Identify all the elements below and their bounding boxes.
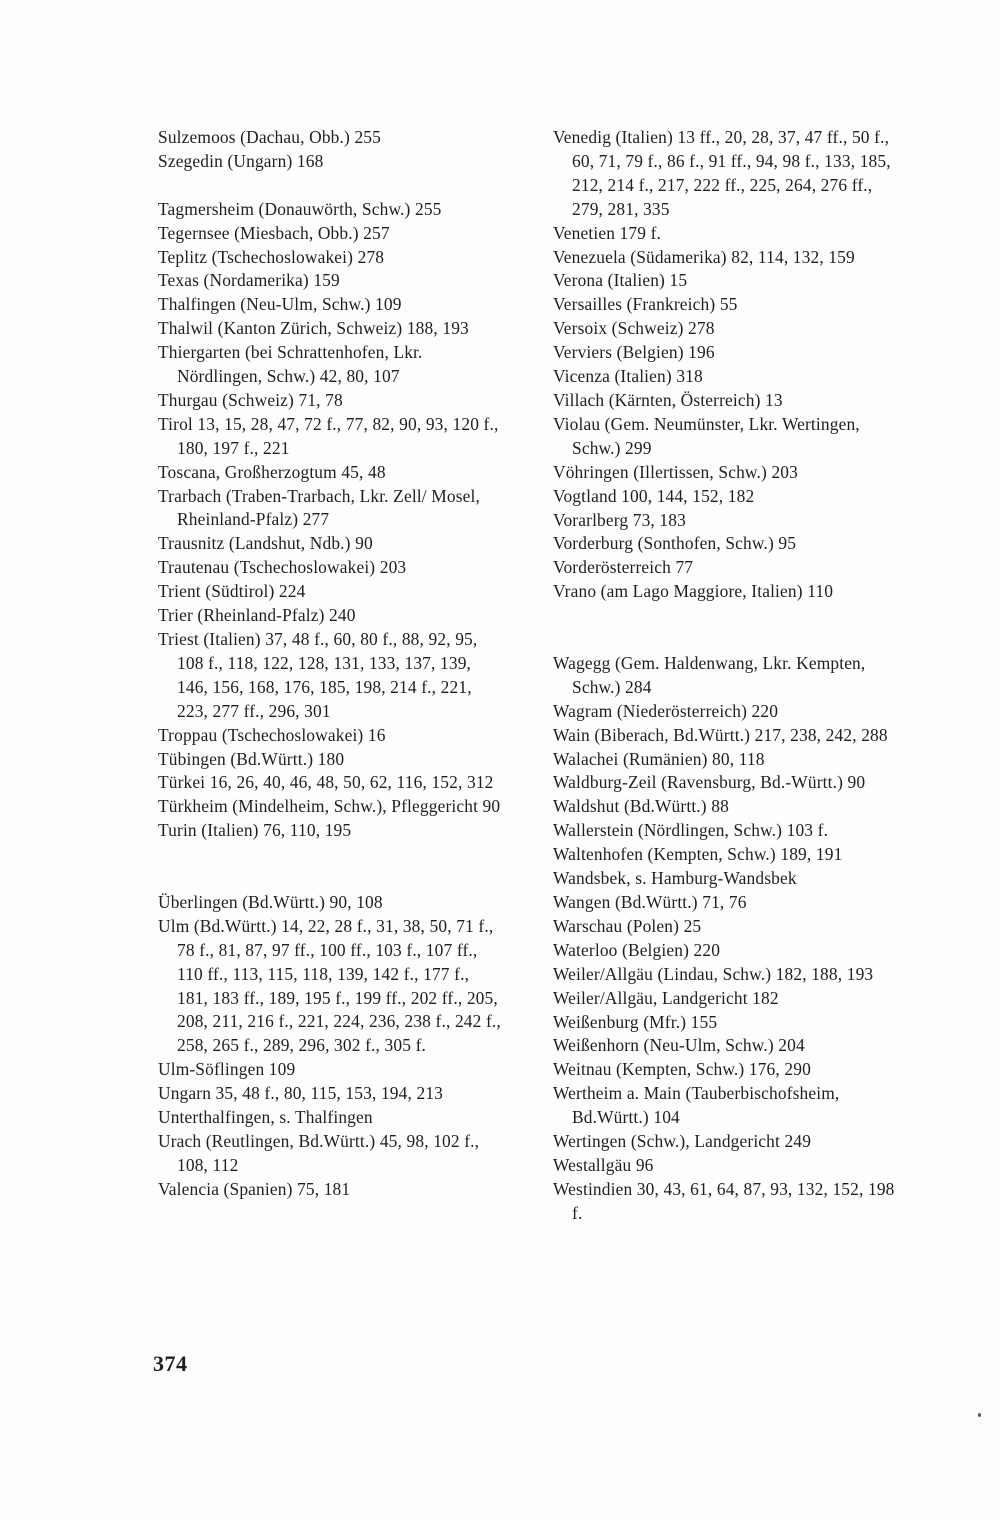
index-entry: Westindien 30, 43, 61, 64, 87, 93, 132, 152, 198 f. <box>553 1178 895 1223</box>
index-entry: Valencia (Spanien) 75, 181 <box>158 1178 351 1199</box>
index-entry: Thalwil (Kanton Zürich, Schweiz) 188, 193 <box>158 318 469 339</box>
index-entry: Tagmersheim (Donauwörth, Schw.) 255 <box>158 198 442 219</box>
index-entry: Trier (Rheinland-Pfalz) 240 <box>158 605 356 626</box>
index-entry: Thiergarten (bei Schrattenhofen, Lkr. Nördlingen, Schw.) 42, 80, 107 <box>158 342 423 387</box>
index-entry: Wangen (Bd.Württ.) 71, 76 <box>553 891 747 912</box>
index-entry: Waldshut (Bd.Württ.) 88 <box>553 796 729 817</box>
index-entry: Venetien 179 f. <box>553 222 662 243</box>
index-entry: Tegernsee (Miesbach, Obb.) 257 <box>158 222 390 243</box>
index-entry: Troppau (Tschechoslowakei) 16 <box>158 724 386 745</box>
index-entry: Wertingen (Schw.), Landgericht 249 <box>553 1131 812 1152</box>
scan-speck <box>978 1413 981 1417</box>
index-entry: Thalfingen (Neu-Ulm, Schw.) 109 <box>158 294 402 315</box>
index-entry: Wandsbek, s. Hamburg-Wandsbek <box>553 868 797 889</box>
index-entry: Venezuela (Südamerika) 82, 114, 132, 159 <box>553 246 855 267</box>
index-entry: Venedig (Italien) 13 ff., 20, 28, 37, 47 ff., 50 f., 60, 71, 79 f., 86 f., 91 ff., 94, 98 f., 133, 185, 212, 214 f., 217, 222 ff., 225, 264, 276 ff., 279, 281, 335 <box>553 127 891 219</box>
letter-group-gap <box>158 174 503 198</box>
index-entry: Vicenza (Italien) 318 <box>553 366 703 387</box>
index-entry: Weißenhorn (Neu-Ulm, Schw.) 204 <box>553 1035 805 1056</box>
index-entry: Vorderösterreich 77 <box>553 557 694 578</box>
index-entry: Wagram (Niederösterreich) 220 <box>553 700 779 721</box>
index-entry: Thurgau (Schweiz) 71, 78 <box>158 389 343 410</box>
index-entry: Wain (Biberach, Bd.Württ.) 217, 238, 242, 288 <box>553 724 888 745</box>
index-entry: Tübingen (Bd.Württ.) 180 <box>158 748 345 769</box>
index-entry: Versailles (Frankreich) 55 <box>553 294 738 315</box>
index-entry: Turin (Italien) 76, 110, 195 <box>158 820 352 841</box>
index-entry: Warschau (Polen) 25 <box>553 915 702 936</box>
index-entry: Triest (Italien) 37, 48 f., 60, 80 f., 88, 92, 95, 108 f., 118, 122, 128, 131, 133, 137, 139, 146, 156, 168, 176, 185, 198, 214 f., 221, 223, 277 ff., 296, 301 <box>158 629 478 721</box>
index-column-right <box>553 126 898 1226</box>
page-number: 374 <box>153 1351 188 1376</box>
index-entry: Vogtland 100, 144, 152, 182 <box>553 485 755 506</box>
index-column-left <box>158 126 503 1202</box>
index-entry: Sulzemoos (Dachau, Obb.) 255 <box>158 127 381 147</box>
index-entry: Wertheim a. Main (Tauberbischofsheim, Bd.Württ.) 104 <box>553 1083 840 1128</box>
index-entry: Türkei 16, 26, 40, 46, 48, 50, 62, 116, 152, 312 <box>158 772 494 793</box>
index-entry: Weitnau (Kempten, Schw.) 176, 290 <box>553 1059 811 1080</box>
index-entry: Teplitz (Tschechoslowakei) 278 <box>158 246 385 267</box>
index-entry: Vöhringen (Illertissen, Schw.) 203 <box>553 461 798 482</box>
index-entry: Versoix (Schweiz) 278 <box>553 318 715 339</box>
index-entry: Trient (Südtirol) 224 <box>158 581 306 602</box>
index-entry: Ungarn 35, 48 f., 80, 115, 153, 194, 213 <box>158 1083 444 1104</box>
index-entry: Verviers (Belgien) 196 <box>553 342 715 363</box>
index-entry: Wallerstein (Nördlingen, Schw.) 103 f. <box>553 820 829 841</box>
index-entry: Vorarlberg 73, 183 <box>553 509 686 530</box>
index-entry: Tirol 13, 15, 28, 47, 72 f., 77, 82, 90, 93, 120 f., 180, 197 f., 221 <box>158 413 499 458</box>
index-entry: Toscana, Großherzogtum 45, 48 <box>158 461 386 482</box>
index-entry: Westallgäu 96 <box>553 1154 654 1175</box>
index-entry: Trausnitz (Landshut, Ndb.) 90 <box>158 533 373 554</box>
index-entry: Waterloo (Belgien) 220 <box>553 939 721 960</box>
index-entry: Trarbach (Traben-Trarbach, Lkr. Zell/ Mosel, Rheinland-Pfalz) 277 <box>158 485 480 530</box>
letter-group-gap <box>553 628 898 652</box>
index-entry: Vorderburg (Sonthofen, Schw.) 95 <box>553 533 797 554</box>
index-entry: Walachei (Rumänien) 80, 118 <box>553 748 765 769</box>
index-entry: Wagegg (Gem. Haldenwang, Lkr. Kempten, Schw.) 284 <box>553 652 866 697</box>
index-entry: Weißenburg (Mfr.) 155 <box>553 1011 718 1032</box>
index-entry: Unterthalfingen, s. Thalfingen <box>158 1107 373 1128</box>
index-entry: Waldburg-Zeil (Ravensburg, Bd.-Württ.) 90 <box>553 772 866 793</box>
index-entry: Waltenhofen (Kempten, Schw.) 189, 191 <box>553 844 843 865</box>
letter-group-gap <box>158 843 503 867</box>
index-entry: Ulm (Bd.Württ.) 14, 22, 28 f., 31, 38, 50, 71 f., 78 f., 81, 87, 97 ff., 100 ff., 103 f., 107 ff., 110 ff., 113, 115, 118, 139, 142 f., 177 f., 181, 183 ff., 189, 195 f., 199 ff., 202 ff., 205, 208, 211, 216 f., 221, 224, 236, 238 f., 242 f., 258, 265 f., 289, 296, 302 f., 305 f. <box>158 915 501 1056</box>
index-entry: Türkheim (Mindelheim, Schw.), Pfleggericht 90 <box>158 796 501 817</box>
index-entry: Weiler/Allgäu, Landgericht 182 <box>553 987 779 1008</box>
index-entry: Ulm-Söflingen 109 <box>158 1059 296 1080</box>
index-entry: Villach (Kärnten, Österreich) 13 <box>553 389 783 410</box>
index-entry: Violau (Gem. Neumünster, Lkr. Wertingen, Schw.) 299 <box>553 413 860 458</box>
index-entry: Vrano (am Lago Maggiore, Italien) 110 <box>553 581 834 602</box>
index-entry: Überlingen (Bd.Württ.) 90, 108 <box>158 891 383 912</box>
index-entry: Verona (Italien) 15 <box>553 270 688 291</box>
index-entry: Trautenau (Tschechoslowakei) 203 <box>158 557 407 578</box>
index-entry: Szegedin (Ungarn) 168 <box>158 150 324 171</box>
index-entry: Weiler/Allgäu (Lindau, Schw.) 182, 188, 193 <box>553 963 874 984</box>
index-entry: Urach (Reutlingen, Bd.Württ.) 45, 98, 102 f., 108, 112 <box>158 1131 480 1175</box>
letter-group-gap <box>553 604 898 628</box>
index-entry: Texas (Nordamerika) 159 <box>158 270 340 291</box>
letter-group-gap <box>158 867 503 891</box>
